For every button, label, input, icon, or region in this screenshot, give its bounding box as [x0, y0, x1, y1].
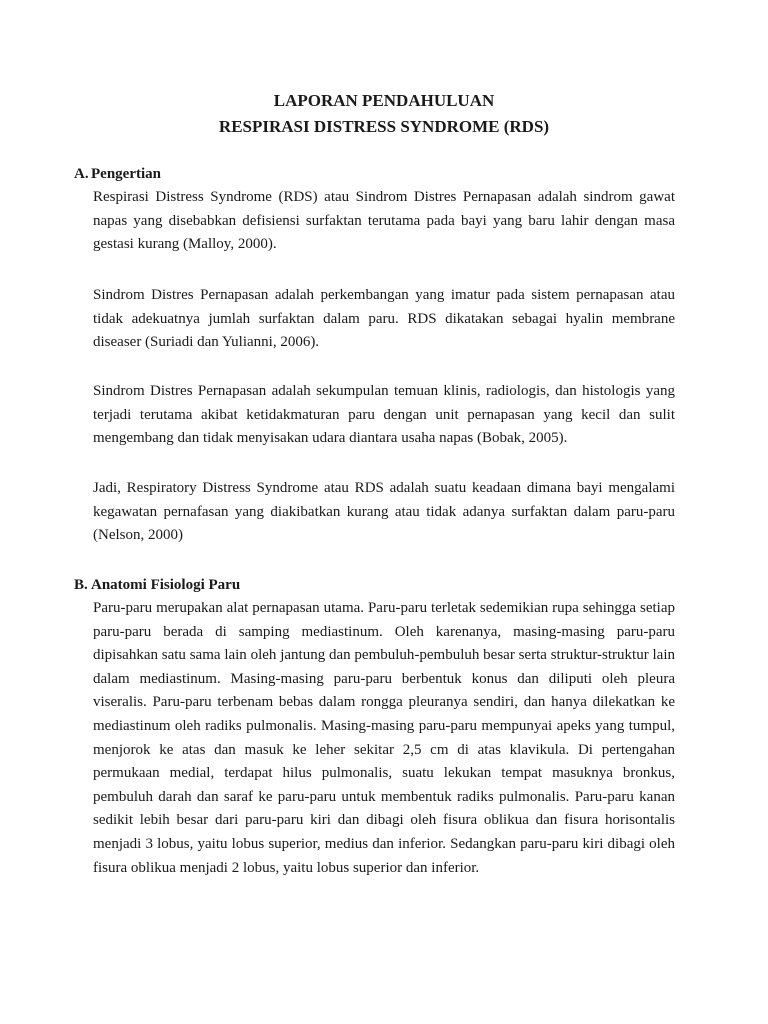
section-a-paragraph-3: Sindrom Distres Pernapasan adalah sekumpulan temuan klinis, radiologis, dan histologis yang terjadi terutama akibat ketidakmaturan paru dengan unit pernapasan yang kecil dan sulit mengembang dan tidak menyisakan udara diantara usaha napas (Bobak, 2005).	[93, 383, 675, 447]
section-a-title: Pengertian	[91, 166, 161, 182]
section-a-paragraph-2: Sindrom Distres Pernapasan adalah perkembangan yang imatur pada sistem pernapasan atau tidak adekuatnya jumlah surfaktan dalam paru. RDS dikatakan sebagai hyalin membrane diseaser (Suriadi dan Yulianni, 2006).	[93, 287, 675, 351]
section-b-heading	[74, 575, 240, 595]
section-b-number: B.	[74, 577, 88, 593]
section-b-title: Anatomi Fisiologi Paru	[91, 577, 241, 593]
section-a-number: A.	[74, 166, 89, 182]
document-title-line-1: LAPORAN PENDAHULUAN	[273, 91, 495, 110]
section-a-heading	[74, 164, 161, 184]
document-title-line-2: RESPIRASI DISTRESS SYNDROME (RDS)	[218, 117, 550, 136]
section-b-paragraph-1: Paru-paru merupakan alat pernapasan utama. Paru-paru terletak sedemikian rupa sehingga setiap paru-paru berada di samping mediastinum. Oleh karenanya, masing-masing paru-paru dipisahkan satu sama lain oleh jantung dan pembuluh-pembuluh besar serta struktur-struktur lain dalam mediastinum. Masing-masing paru-paru berbentuk konus dan diliputi oleh pleura viseralis. Paru-paru terbenam bebas dalam rongga pleuranya sendiri, dan hanya dilekatkan ke mediastinum oleh radiks pulmonalis. Masing-masing paru-paru mempunyai apeks yang tumpul, menjorok ke atas dan masuk ke leher sekitar 2,5 cm di atas klavikula. Di pertengahan permukaan medial, terdapat hilus pulmonalis, suatu lekukan tempat masuknya bronkus, pembuluh darah dan saraf ke paru-paru untuk membentuk radiks pulmonalis. Paru-paru kanan sedikit lebih besar dari paru-paru kiri dan dibagi oleh fisura oblikua dan fisura horisontalis menjadi 3 lobus, yaitu lobus superior, medius dan inferior. Sedangkan paru-paru kiri dibagi oleh fisura oblikua menjadi 2 lobus, yaitu lobus superior dan inferior.	[93, 600, 675, 876]
section-a-paragraph-1: Respirasi Distress Syndrome (RDS) atau Sindrom Distres Pernapasan adalah sindrom gawat napas yang disebabkan defisiensi surfaktan terutama pada bayi yang baru lahir dengan masa gestasi kurang (Malloy, 2000).	[93, 189, 675, 253]
section-a-paragraph-4: Jadi, Respiratory Distress Syndrome atau RDS adalah suatu keadaan dimana bayi mengalami kegawatan pernafasan yang diakibatkan kurang atau tidak adanya surfaktan dalam paru-paru (Nelson, 2000)	[93, 480, 675, 544]
